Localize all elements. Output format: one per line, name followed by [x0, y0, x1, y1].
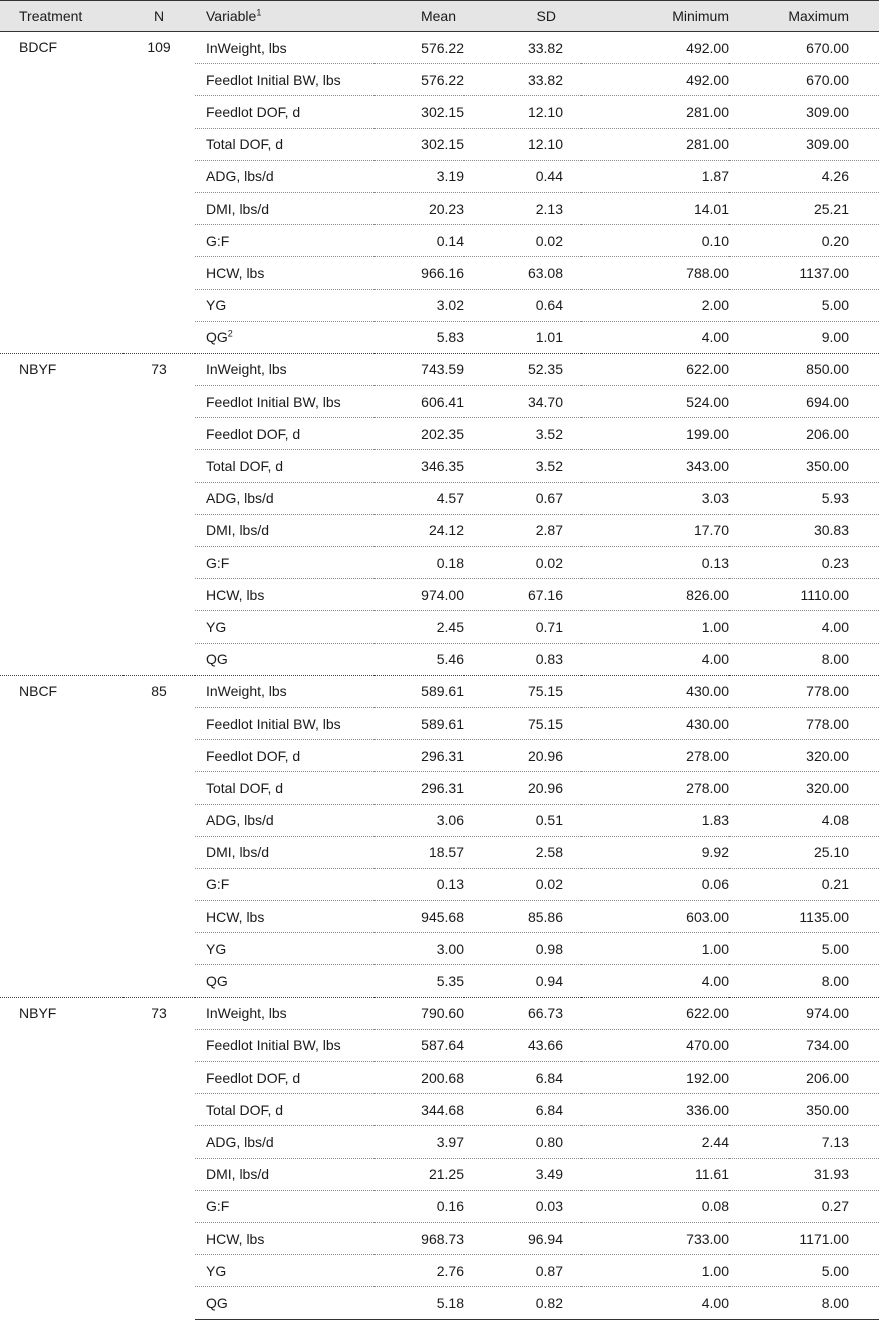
sd-cell: 85.86 — [464, 901, 581, 933]
variable-label: G:F — [206, 1198, 230, 1215]
variable-cell — [195, 192, 374, 224]
header-variable — [195, 1, 374, 32]
sd-cell: 0.87 — [464, 1255, 581, 1287]
variable-label: Feedlot DOF, d — [206, 425, 301, 442]
sd-cell: 0.44 — [464, 160, 581, 192]
variable-cell — [195, 804, 374, 836]
variable-label: QG — [206, 651, 228, 668]
mean-cell: 2.45 — [374, 611, 464, 643]
sd-cell: 2.58 — [464, 836, 581, 868]
minimum-cell: 470.00 — [581, 1029, 729, 1061]
sd-cell: 1.01 — [464, 321, 581, 353]
variable-cell — [195, 1029, 374, 1061]
maximum-cell: 4.00 — [729, 611, 879, 643]
minimum-cell: 0.13 — [581, 547, 729, 579]
variable-label: YG — [206, 297, 227, 314]
variable-cell — [195, 933, 374, 965]
mean-cell: 0.18 — [374, 547, 464, 579]
mean-cell: 968.73 — [374, 1222, 464, 1254]
minimum-cell: 4.00 — [581, 1287, 729, 1319]
sd-cell: 2.87 — [464, 514, 581, 546]
minimum-cell: 492.00 — [686, 39, 729, 56]
minimum-cell: 0.10 — [581, 225, 729, 257]
minimum-cell: 524.00 — [581, 386, 729, 418]
mean-cell: 587.64 — [374, 1029, 464, 1061]
sd-cell: 0.98 — [464, 933, 581, 965]
sd-cell: 0.02 — [464, 547, 581, 579]
variable-cell — [195, 901, 374, 933]
minimum-cell: 343.00 — [581, 450, 729, 482]
variable-label: DMI, lbs/d — [206, 200, 270, 217]
mean-cell: 344.68 — [374, 1094, 464, 1126]
variable-label: Total DOF, d — [206, 458, 284, 475]
variable-cell — [195, 707, 374, 739]
sd-cell: 0.67 — [464, 482, 581, 514]
variable-footnote: 2 — [227, 328, 233, 339]
sd-cell: 33.82 — [464, 64, 581, 96]
minimum-cell: 492.00 — [581, 64, 729, 96]
minimum-cell: 281.00 — [581, 96, 729, 128]
variable-cell — [195, 643, 374, 675]
header-mean: Mean — [374, 1, 464, 32]
variable-cell — [195, 1062, 374, 1094]
sd-cell: 3.52 — [464, 450, 581, 482]
treatment-cell: NBYF — [0, 353, 123, 675]
mean-cell: 3.06 — [374, 804, 464, 836]
variable-cell — [195, 579, 374, 611]
minimum-cell: 1.00 — [581, 1255, 729, 1287]
sd-cell: 6.84 — [464, 1062, 581, 1094]
variable-label: G:F — [206, 554, 230, 571]
maximum-cell: 670.00 — [806, 39, 849, 56]
maximum-cell: 5.93 — [729, 482, 879, 514]
mean-cell: 0.16 — [374, 1190, 464, 1222]
header-treatment: Treatment — [0, 1, 123, 32]
sd-cell: 34.70 — [464, 386, 581, 418]
maximum-cell: 8.00 — [729, 1287, 879, 1319]
minimum-cell: 17.70 — [581, 514, 729, 546]
variable-cell — [195, 321, 374, 353]
n-cell: 73 — [123, 353, 195, 675]
variable-label: ADG, lbs/d — [206, 812, 274, 829]
mean-cell: 4.57 — [374, 482, 464, 514]
mean-cell: 302.15 — [374, 128, 464, 160]
minimum-cell: 0.06 — [581, 868, 729, 900]
variable-cell — [195, 128, 374, 160]
sd-cell: 0.51 — [464, 804, 581, 836]
mean-cell: 202.35 — [374, 418, 464, 450]
variable-cell — [195, 160, 374, 192]
header-sd: SD — [464, 1, 581, 32]
variable-label: Feedlot Initial BW, lbs — [206, 71, 341, 88]
maximum-cell: 320.00 — [729, 740, 879, 772]
mean-cell: 966.16 — [374, 257, 464, 289]
mean-cell: 5.83 — [374, 321, 464, 353]
mean-cell: 2.76 — [374, 1255, 464, 1287]
variable-label: HCW, lbs — [206, 908, 265, 925]
variable-label: Feedlot Initial BW, lbs — [206, 715, 341, 732]
variable-cell — [195, 514, 374, 546]
mean-cell: 606.41 — [374, 386, 464, 418]
maximum-cell: 974.00 — [729, 997, 879, 1029]
variable-cell — [195, 1158, 374, 1190]
maximum-cell: 206.00 — [729, 1062, 879, 1094]
maximum-cell: 734.00 — [729, 1029, 879, 1061]
maximum-cell: 30.83 — [729, 514, 879, 546]
minimum-cell: 788.00 — [581, 257, 729, 289]
variable-cell — [195, 547, 374, 579]
maximum-cell: 5.00 — [729, 933, 879, 965]
variable-label: InWeight, lbs — [206, 361, 287, 378]
sd-cell: 0.94 — [464, 965, 581, 997]
maximum-cell: 7.13 — [729, 1126, 879, 1158]
minimum-cell: 2.00 — [581, 289, 729, 321]
variable-label: HCW, lbs — [206, 264, 265, 281]
mean-cell: 0.13 — [374, 868, 464, 900]
mean-cell: 589.61 — [374, 675, 464, 707]
minimum-cell: 2.44 — [581, 1126, 729, 1158]
minimum-cell: 4.00 — [581, 643, 729, 675]
sd-cell: 0.02 — [464, 868, 581, 900]
sd-cell: 0.83 — [464, 643, 581, 675]
variable-cell — [195, 32, 374, 64]
minimum-cell: 430.00 — [581, 675, 729, 707]
minimum-cell: 4.00 — [581, 321, 729, 353]
variable-cell — [195, 965, 374, 997]
header-variable-label: Variable — [206, 8, 257, 24]
header-row — [0, 1, 879, 32]
variable-label: YG — [206, 940, 227, 957]
variable-label: Total DOF, d — [206, 1101, 284, 1118]
variable-cell — [195, 450, 374, 482]
mean-cell: 296.31 — [374, 772, 464, 804]
variable-cell — [195, 740, 374, 772]
table-body — [0, 32, 879, 1320]
variable-label: Feedlot Initial BW, lbs — [206, 1037, 341, 1054]
minimum-cell: 281.00 — [581, 128, 729, 160]
variable-label: Feedlot DOF, d — [206, 103, 301, 120]
variable-label: HCW, lbs — [206, 586, 265, 603]
maximum-cell: 850.00 — [729, 353, 879, 385]
variable-cell — [195, 482, 374, 514]
mean-cell: 576.22 — [421, 39, 464, 56]
variable-cell — [195, 1190, 374, 1222]
minimum-cell: 1.00 — [581, 611, 729, 643]
mean-cell: 3.19 — [374, 160, 464, 192]
minimum-cell: 622.00 — [581, 997, 729, 1029]
maximum-cell: 309.00 — [729, 96, 879, 128]
variable-label: Total DOF, d — [206, 136, 284, 153]
minimum-cell: 11.61 — [581, 1158, 729, 1190]
variable-cell — [195, 1287, 374, 1319]
mean-cell: 945.68 — [374, 901, 464, 933]
variable-cell — [195, 675, 374, 707]
sd-cell: 0.03 — [464, 1190, 581, 1222]
sd-cell: 33.82 — [527, 39, 563, 56]
minimum-cell: 278.00 — [581, 772, 729, 804]
sd-cell: 0.80 — [464, 1126, 581, 1158]
maximum-cell: 9.00 — [729, 321, 879, 353]
maximum-cell: 25.10 — [729, 836, 879, 868]
header-variable-footnote: 1 — [256, 7, 262, 18]
maximum-cell: 4.26 — [729, 160, 879, 192]
maximum-cell: 25.21 — [729, 192, 879, 224]
mean-cell: 200.68 — [374, 1062, 464, 1094]
minimum-cell: 733.00 — [581, 1222, 729, 1254]
variable-cell — [195, 418, 374, 450]
variable-cell — [195, 1094, 374, 1126]
minimum-cell: 14.01 — [581, 192, 729, 224]
sd-cell: 67.16 — [464, 579, 581, 611]
variable-label: DMI, lbs/d — [206, 522, 270, 539]
maximum-cell: 0.21 — [729, 868, 879, 900]
maximum-cell: 0.23 — [729, 547, 879, 579]
variable-cell — [195, 96, 374, 128]
variable-label: Feedlot Initial BW, lbs — [206, 393, 341, 410]
variable-label: QG — [206, 973, 228, 990]
mean-cell: 18.57 — [374, 836, 464, 868]
table-row — [0, 997, 879, 1029]
table-row — [0, 32, 879, 64]
sd-cell: 12.10 — [464, 128, 581, 160]
minimum-cell: 192.00 — [581, 1062, 729, 1094]
minimum-cell: 0.08 — [581, 1190, 729, 1222]
mean-cell: 3.00 — [374, 933, 464, 965]
sd-cell: 96.94 — [464, 1222, 581, 1254]
sd-cell: 20.96 — [464, 772, 581, 804]
variable-label: Total DOF, d — [206, 779, 284, 796]
sd-cell: 2.13 — [464, 192, 581, 224]
mean-cell: 302.15 — [374, 96, 464, 128]
maximum-cell: 670.00 — [729, 64, 879, 96]
mean-cell: 346.35 — [374, 450, 464, 482]
table-row — [0, 353, 879, 385]
n-cell: 73 — [123, 997, 195, 1319]
minimum-cell: 4.00 — [581, 965, 729, 997]
sd-cell: 20.96 — [464, 740, 581, 772]
maximum-cell: 309.00 — [729, 128, 879, 160]
variable-cell — [195, 225, 374, 257]
variable-cell — [195, 836, 374, 868]
variable-label: HCW, lbs — [206, 1230, 265, 1247]
mean-cell: 24.12 — [374, 514, 464, 546]
sd-cell: 12.10 — [464, 96, 581, 128]
maximum-cell: 1135.00 — [729, 901, 879, 933]
header-minimum: Minimum — [581, 1, 729, 32]
mean-cell: 20.23 — [374, 192, 464, 224]
variable-cell — [195, 772, 374, 804]
n-cell: 85 — [123, 675, 195, 997]
variable-label: DMI, lbs/d — [206, 844, 270, 861]
mean-cell: 5.18 — [374, 1287, 464, 1319]
n-cell: 109 — [147, 39, 171, 55]
mean-cell: 974.00 — [374, 579, 464, 611]
minimum-cell: 336.00 — [581, 1094, 729, 1126]
maximum-cell: 31.93 — [729, 1158, 879, 1190]
variable-label: InWeight, lbs — [206, 39, 287, 56]
minimum-cell: 199.00 — [581, 418, 729, 450]
variable-label: QG — [206, 329, 228, 346]
maximum-cell: 4.08 — [729, 804, 879, 836]
maximum-cell: 0.27 — [729, 1190, 879, 1222]
variable-cell — [195, 289, 374, 321]
sd-cell: 0.02 — [464, 225, 581, 257]
minimum-cell: 826.00 — [581, 579, 729, 611]
mean-cell: 743.59 — [374, 353, 464, 385]
sd-cell: 52.35 — [464, 353, 581, 385]
maximum-cell: 778.00 — [729, 675, 879, 707]
variable-cell — [195, 257, 374, 289]
mean-cell: 576.22 — [374, 64, 464, 96]
sd-cell: 63.08 — [464, 257, 581, 289]
mean-cell: 3.97 — [374, 1126, 464, 1158]
maximum-cell: 1171.00 — [729, 1222, 879, 1254]
variable-label: YG — [206, 618, 227, 635]
mean-cell: 3.02 — [374, 289, 464, 321]
maximum-cell: 350.00 — [729, 450, 879, 482]
mean-cell: 589.61 — [374, 707, 464, 739]
variable-cell — [195, 1222, 374, 1254]
variable-label: InWeight, lbs — [206, 683, 287, 700]
maximum-cell: 8.00 — [729, 643, 879, 675]
minimum-cell: 603.00 — [581, 901, 729, 933]
table-row — [0, 675, 879, 707]
minimum-cell: 278.00 — [581, 740, 729, 772]
minimum-cell: 1.83 — [581, 804, 729, 836]
maximum-cell: 350.00 — [729, 1094, 879, 1126]
variable-label: QG — [206, 1294, 228, 1311]
table-header — [0, 1, 879, 32]
variable-label: ADG, lbs/d — [206, 168, 274, 185]
maximum-cell: 8.00 — [729, 965, 879, 997]
mean-cell: 790.60 — [374, 997, 464, 1029]
variable-label: Feedlot DOF, d — [206, 747, 301, 764]
variable-label: YG — [206, 1262, 227, 1279]
mean-cell: 5.46 — [374, 643, 464, 675]
variable-cell — [195, 386, 374, 418]
mean-cell: 296.31 — [374, 740, 464, 772]
sd-cell: 66.73 — [464, 997, 581, 1029]
maximum-cell: 694.00 — [729, 386, 879, 418]
maximum-cell: 320.00 — [729, 772, 879, 804]
maximum-cell: 5.00 — [729, 1255, 879, 1287]
variable-cell — [195, 997, 374, 1029]
header-n: N — [123, 1, 195, 32]
variable-label: G:F — [206, 876, 230, 893]
sd-cell: 3.49 — [464, 1158, 581, 1190]
mean-cell: 21.25 — [374, 1158, 464, 1190]
maximum-cell: 5.00 — [729, 289, 879, 321]
variable-label: G:F — [206, 232, 230, 249]
sd-cell: 6.84 — [464, 1094, 581, 1126]
variable-label: DMI, lbs/d — [206, 1166, 270, 1183]
mean-cell: 5.35 — [374, 965, 464, 997]
sd-cell: 0.82 — [464, 1287, 581, 1319]
maximum-cell: 778.00 — [729, 707, 879, 739]
mean-cell: 0.14 — [374, 225, 464, 257]
maximum-cell: 0.20 — [729, 225, 879, 257]
treatment-cell: NBCF — [0, 675, 123, 997]
variable-cell — [195, 868, 374, 900]
sd-cell: 75.15 — [464, 675, 581, 707]
variable-label: ADG, lbs/d — [206, 1133, 274, 1150]
variable-cell — [195, 611, 374, 643]
variable-label: InWeight, lbs — [206, 1005, 287, 1022]
variable-cell — [195, 353, 374, 385]
sd-cell: 0.64 — [464, 289, 581, 321]
sd-cell: 0.71 — [464, 611, 581, 643]
header-maximum: Maximum — [729, 1, 879, 32]
variable-label: Feedlot DOF, d — [206, 1069, 301, 1086]
variable-cell — [195, 1255, 374, 1287]
minimum-cell: 3.03 — [581, 482, 729, 514]
minimum-cell: 9.92 — [581, 836, 729, 868]
treatment-cell: BDCF — [19, 39, 58, 55]
minimum-cell: 430.00 — [581, 707, 729, 739]
sd-cell: 3.52 — [464, 418, 581, 450]
variable-cell — [195, 1126, 374, 1158]
maximum-cell: 1110.00 — [729, 579, 879, 611]
variable-label: ADG, lbs/d — [206, 490, 274, 507]
minimum-cell: 622.00 — [581, 353, 729, 385]
minimum-cell: 1.87 — [581, 160, 729, 192]
maximum-cell: 206.00 — [729, 418, 879, 450]
variable-cell — [195, 64, 374, 96]
sd-cell: 75.15 — [464, 707, 581, 739]
maximum-cell: 1137.00 — [729, 257, 879, 289]
sd-cell: 43.66 — [464, 1029, 581, 1061]
treatment-cell: NBYF — [0, 997, 123, 1319]
minimum-cell: 1.00 — [581, 933, 729, 965]
